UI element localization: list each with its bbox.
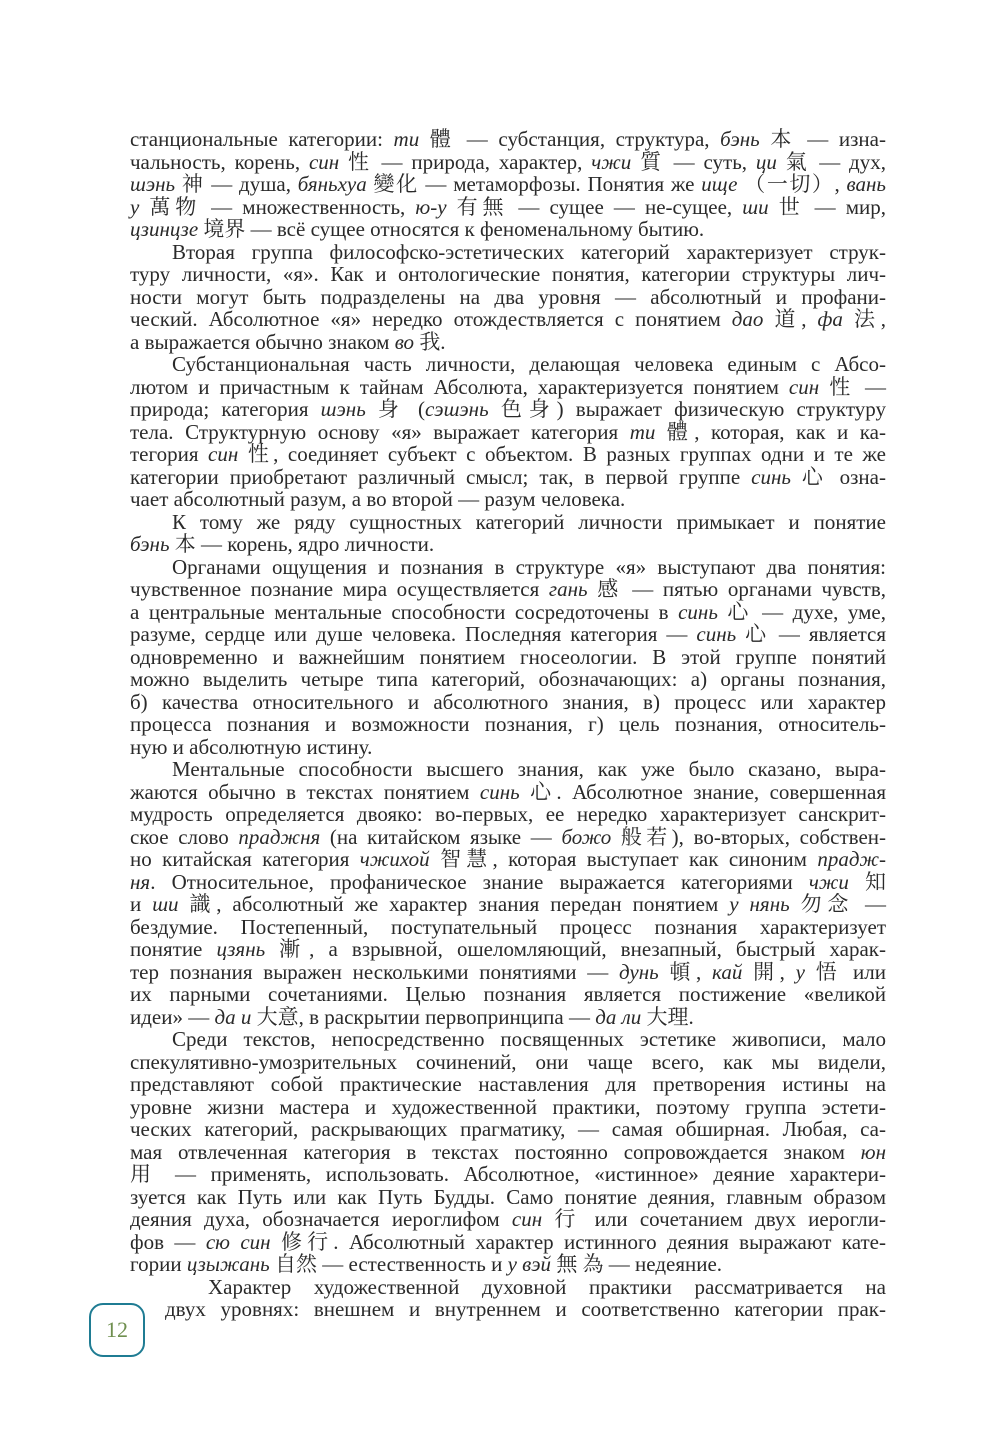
- transliteration: син: [788, 374, 820, 399]
- transliteration: цзянь: [216, 937, 266, 961]
- transliteration: цзинцзе: [130, 217, 199, 241]
- text-line: понятие цзянь 漸, а взрывной, ошеломляющий, внезапный, быстрый харак-: [130, 937, 887, 961]
- text-line: К тому же ряду сущностных категорий личности примыкает и понятие: [172, 509, 886, 534]
- text-line: чальность, корень, син 性 — природа, характер, чжи 質 — суть, ци 氣 — дух,: [130, 149, 886, 174]
- transliteration: ти: [393, 127, 420, 151]
- transliteration: у: [130, 194, 140, 219]
- page-number: 12: [106, 1317, 128, 1342]
- transliteration: чжи: [808, 869, 849, 894]
- transliteration: ище: [701, 172, 738, 196]
- transliteration: ши: [742, 194, 769, 219]
- transliteration: синь: [678, 599, 718, 624]
- text-line: Среди текстов, непосредственно посвященных эстетике живописи, мало: [172, 1027, 886, 1051]
- text-line: Органами ощущения и познания в структуре «я» выступают два понятия:: [172, 554, 886, 579]
- text-line: а центральные ментальные способности сосредоточены в синь 心 — духе, уме,: [130, 599, 886, 624]
- transliteration: сэшэнь: [424, 397, 489, 421]
- transliteration: фа: [817, 307, 843, 331]
- page-number-badge: [89, 1303, 145, 1357]
- text-line: фов — сю син 修行. Абсолютный характер истинного деяния выражают кате-: [130, 1229, 886, 1254]
- text-line: тер познания выражен несколькими понятиями — дунь 頓, кай 開, у 悟 или: [130, 959, 887, 984]
- text-line: идеи» — да и 大意, в раскрытии первопринципа — да ли 大理.: [130, 1004, 694, 1029]
- transliteration: прадж-: [817, 847, 886, 871]
- text-line: а выражается обычно знаком во 我.: [130, 329, 446, 354]
- text-line: процесса познания и возможности познания, г) цель познания, относитель-: [130, 712, 886, 736]
- text-line: двух уровнях: внешнем и внутреннем и соответственно категории прак-: [165, 1297, 886, 1321]
- text-line: но китайская категория чжихой 智慧, которая выступает как синоним прадж-: [130, 847, 886, 871]
- transliteration: ши: [152, 892, 179, 916]
- text-line: цзинцзе 境界 — всё сущее относятся к феноменальному бытию.: [130, 217, 705, 241]
- transliteration: син: [208, 442, 239, 466]
- transliteration: шэнь: [130, 172, 176, 196]
- transliteration: ци: [755, 149, 777, 174]
- transliteration: шэнь: [320, 397, 366, 421]
- transliteration: у нянь: [729, 892, 790, 916]
- transliteration: сю син: [205, 1229, 271, 1254]
- text-line: чает абсолютный разум, а во второй — разум человека.: [130, 487, 626, 511]
- text-line: тегория син 性, соединяет субъект с объектом. В разных группах одни и те же: [130, 442, 886, 466]
- transliteration: кай: [712, 959, 743, 984]
- text-line: станциональные категории: ти 體 — субстанция, структура, бэнь 本 — изна-: [130, 127, 886, 151]
- text-line: уровне жизни мастера и художественной практики, поэтому группа эстети-: [130, 1094, 886, 1119]
- text-line: природа; категория шэнь 身 (сэшэнь 色身) выражает физическую структуру: [130, 397, 886, 421]
- transliteration: чжихой: [359, 847, 430, 871]
- text-line: мудрость определяется двояко: во-первых, ее нередко характеризует санскрит-: [130, 802, 886, 826]
- text-line: и ши 識, абсолютный же характер знания передан понятием у нянь 勿念 —: [130, 892, 887, 916]
- text-line: ческих категорий, раскрывающих прагматику, — самая обширная. Любая, са-: [130, 1117, 886, 1141]
- transliteration: во: [394, 329, 415, 354]
- text-line: ности могут быть подразделены на два уровня — абсолютный и профани-: [130, 284, 886, 309]
- text-line: деяния духа, обозначается иероглифом син 行 или сочетанием двух иерогли-: [130, 1207, 886, 1231]
- transliteration: гань: [548, 577, 588, 601]
- text-line: тела. Структурную основу «я» выражает категория ти 體, которая, как и ка-: [130, 419, 886, 444]
- text-line: бездумие. Постепенный, поступательный процесс познания характеризует: [130, 914, 886, 939]
- text-line: ную и абсолютную истину.: [130, 734, 373, 759]
- transliteration: чжи: [591, 149, 632, 174]
- transliteration: синь: [751, 464, 791, 489]
- transliteration: дунь: [619, 959, 659, 984]
- text-line: лютом и причастным к тайнам Абсолюта, характеризуется понятием син 性 —: [130, 374, 887, 399]
- transliteration: бэнь: [720, 127, 760, 151]
- transliteration: праджня: [238, 824, 321, 849]
- transliteration: син: [308, 149, 340, 174]
- text-line: б) качества относительного и абсолютного знания, в) процесс или характер: [130, 689, 886, 714]
- transliteration: бэнь: [130, 532, 170, 556]
- text-line: туру личности, «я». Как и онтологические понятия, категории структуры лич-: [130, 262, 886, 286]
- transliteration: да ли: [595, 1004, 642, 1029]
- transliteration: у вэй: [507, 1252, 552, 1276]
- transliteration: бяньхуа: [297, 172, 367, 196]
- transliteration: да и: [214, 1004, 252, 1029]
- text-line: представляют собой практические наставления для претворения истины на: [130, 1072, 886, 1096]
- transliteration: божо: [561, 824, 612, 849]
- transliteration: цзыжань: [186, 1252, 270, 1276]
- transliteration: синь: [479, 779, 520, 804]
- text-line: жаются обычно в текстах понятием синь 心. Абсолютное знание, совершенная: [130, 779, 886, 804]
- transliteration: вань: [846, 172, 886, 196]
- transliteration: синь: [696, 622, 737, 646]
- text-line: чувственное познание мира осуществляется гань 感 — пятью органами чувств,: [130, 577, 886, 601]
- text-line: можно выделить четыре типа категорий, обозначающих: а) органы познания,: [130, 667, 886, 691]
- transliteration: син: [511, 1207, 543, 1231]
- transliteration: юн: [860, 1139, 886, 1164]
- text-line: категории приобретают различный смысл; так, в первой группе синь 心 озна-: [130, 464, 886, 489]
- text-line: их парными сочетаниями. Целью познания является постижение «великой: [130, 982, 886, 1006]
- text-line: ское слово праджня (на китайском языке — божо 般若), во-вторых, собствен-: [130, 824, 886, 849]
- text-line: разуме, сердце или душе человека. Последняя категория — синь 心 — является: [130, 622, 886, 646]
- text-line: спекулятивно-умозрительных сочинений, они чаще всего, как мы видели,: [130, 1049, 886, 1074]
- text-line: гории цзыжань 自然 — естественность и у вэй 無 為 — недеяние.: [130, 1252, 723, 1276]
- text-line: ческий. Абсолютное «я» нередко отождествляется с понятием дао 道, фа 法,: [130, 307, 886, 331]
- transliteration: ю-у: [415, 194, 447, 219]
- text-line: одновременно и важнейшим понятием гносеологии. В этой группе понятий: [130, 644, 886, 669]
- text-line: Характер художественной духовной практики рассматривается на: [208, 1274, 886, 1299]
- transliteration: ня: [130, 869, 151, 894]
- text-line: мая отвлеченная категория в текстах постоянно сопровождается знаком юн: [130, 1139, 886, 1164]
- text-line: ня. Относительное, профаническое знание выражается категориями чжи 知: [130, 869, 887, 894]
- text-line: Ментальные способности высшего знания, как уже было сказано, выра-: [172, 757, 886, 781]
- text-line: 用 — применять, использовать. Абсолютное, «истинное» деяние характери-: [130, 1162, 886, 1186]
- text-line: зуется как Путь или как Путь Будды. Само понятие деяния, главным образом: [130, 1184, 886, 1209]
- text-line: Вторая группа философско-эстетических категорий характеризует струк-: [172, 239, 886, 264]
- text-line: Субстанциональная часть личности, делающая человека единым с Абсо-: [172, 352, 886, 376]
- transliteration: у: [795, 959, 805, 984]
- transliteration: ти: [629, 419, 656, 444]
- text-line: бэнь 本 — корень, ядро личности.: [130, 532, 435, 556]
- text-line: шэнь 神 — душа, бяньхуа 變化 — метаморфозы. Понятия же ище （一切）, вань: [130, 172, 886, 196]
- text-line: у 萬物 — множественность, ю-у 有無 — сущее — не-сущее, ши 世 — мир,: [130, 194, 886, 219]
- transliteration: дао: [731, 307, 764, 331]
